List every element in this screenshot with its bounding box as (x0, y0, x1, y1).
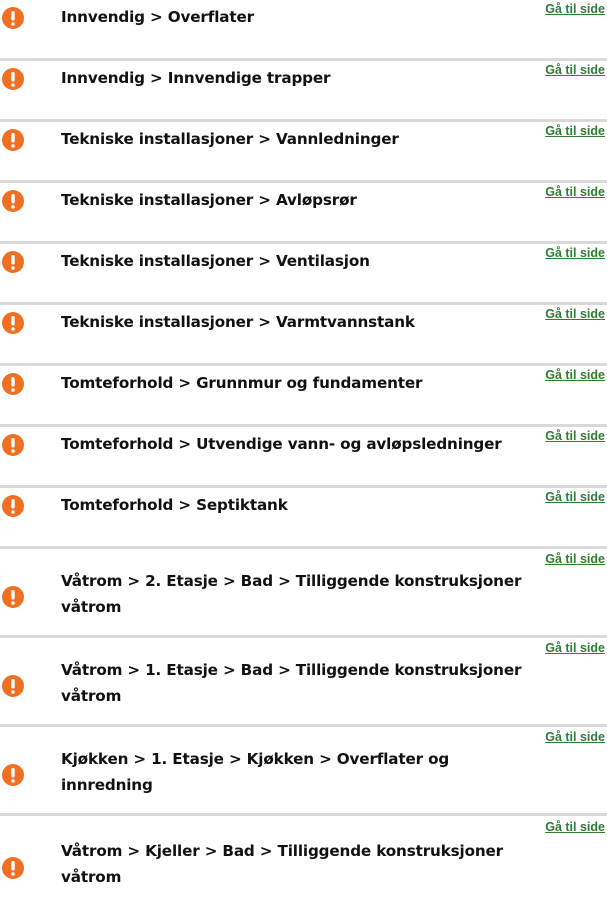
list-item (0, 427, 607, 488)
item-path: Våtrom > 1. Etasje > Bad > Tilliggende konstruksjoner våtrom (61, 661, 522, 705)
item-path: Tekniske installasjoner > Avløpsrør (61, 191, 357, 209)
warning-icon (1, 311, 25, 335)
list-item (0, 638, 607, 727)
warning-icon (1, 128, 25, 152)
warning-icon (1, 189, 25, 213)
item-path: Tekniske installasjoner > Varmtvannstank (61, 313, 415, 331)
goto-page-link[interactable]: Gå til side (545, 641, 605, 655)
list-item (0, 0, 607, 61)
goto-page-link[interactable]: Gå til side (545, 63, 605, 77)
item-path: Våtrom > Kjeller > Bad > Tilliggende konstruksjoner våtrom (61, 842, 504, 886)
warning-icon (1, 250, 25, 274)
warning-icon (1, 372, 25, 396)
warning-icon (1, 433, 25, 457)
list-item (0, 244, 607, 305)
goto-page-link[interactable]: Gå til side (545, 368, 605, 382)
item-path: Tekniske installasjoner > Vannledninger (61, 130, 399, 148)
warning-icon (1, 6, 25, 30)
list-item (0, 366, 607, 427)
list-item (0, 727, 607, 816)
list-item (0, 122, 607, 183)
item-path: Innvendig > Overflater (61, 8, 254, 26)
warning-icon (1, 585, 25, 609)
item-path: Tomteforhold > Utvendige vann- og avløpsledninger (61, 435, 502, 453)
goto-page-link[interactable]: Gå til side (545, 246, 605, 260)
goto-page-link[interactable]: Gå til side (545, 185, 605, 199)
item-path: Tomteforhold > Septiktank (61, 496, 288, 514)
goto-page-link[interactable]: Gå til side (545, 730, 605, 744)
warning-icon (1, 67, 25, 91)
warning-icon (1, 674, 25, 698)
item-path: Våtrom > 2. Etasje > Bad > Tilliggende konstruksjoner våtrom (61, 572, 522, 616)
item-path: Tekniske installasjoner > Ventilasjon (61, 252, 370, 270)
goto-page-link[interactable]: Gå til side (545, 552, 605, 566)
item-path: Innvendig > Innvendige trapper (61, 69, 331, 87)
goto-page-link[interactable]: Gå til side (545, 490, 605, 504)
list-item (0, 816, 607, 888)
item-path: Kjøkken > 1. Etasje > Kjøkken > Overflater og innredning (61, 750, 450, 794)
list-item (0, 305, 607, 366)
goto-page-link[interactable]: Gå til side (545, 124, 605, 138)
goto-page-link[interactable]: Gå til side (545, 2, 605, 16)
warning-icon (1, 763, 25, 787)
warning-icon (1, 856, 25, 880)
list-item (0, 183, 607, 244)
item-path: Tomteforhold > Grunnmur og fundamenter (61, 374, 423, 392)
goto-page-link[interactable]: Gå til side (545, 820, 605, 834)
list-item (0, 549, 607, 638)
goto-page-link[interactable]: Gå til side (545, 307, 605, 321)
warning-icon (1, 494, 25, 518)
list-item (0, 61, 607, 122)
goto-page-link[interactable]: Gå til side (545, 429, 605, 443)
list-item (0, 488, 607, 549)
